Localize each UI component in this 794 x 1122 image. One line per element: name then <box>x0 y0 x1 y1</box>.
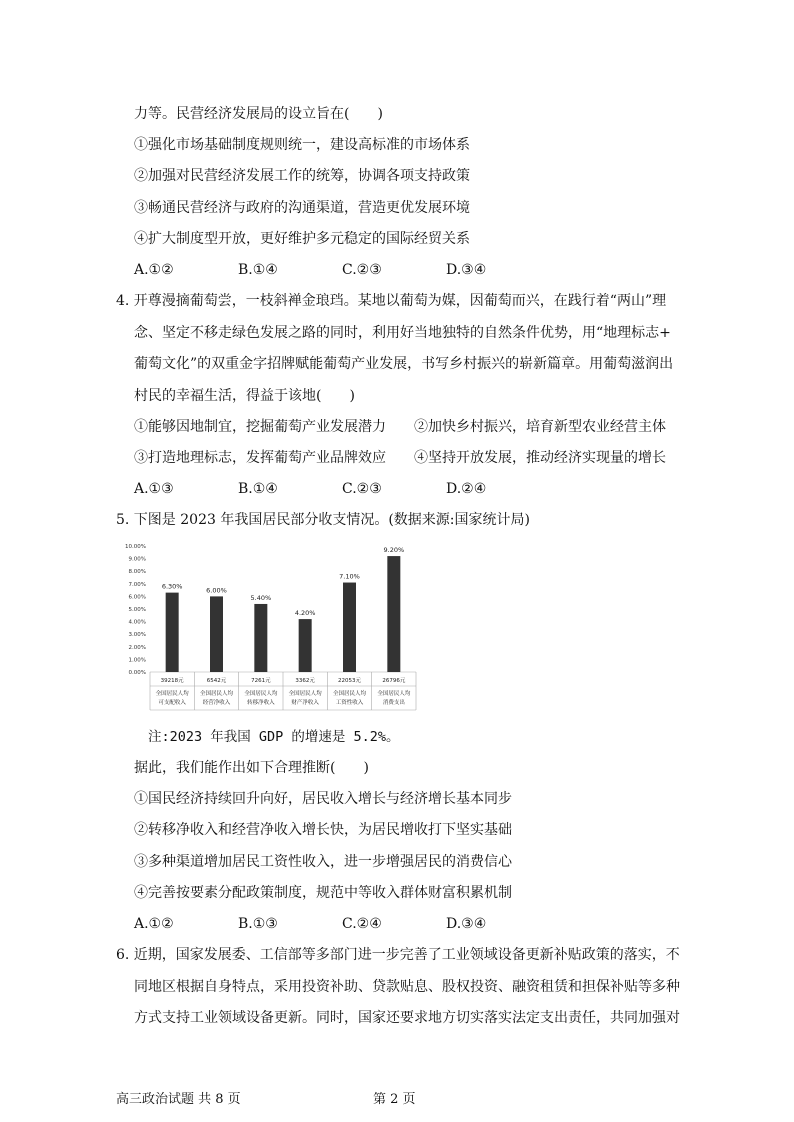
option-c: C.②④ <box>342 916 382 932</box>
amount-label: 6542元 <box>206 678 227 684</box>
y-tick-label: 9.00% <box>128 556 146 563</box>
category-label: 转移净收入 <box>247 700 275 706</box>
q4-line-3: 葡萄文化”的双重金字招牌赋能葡萄产业发展，书写乡村振兴的崭新篇章。用葡萄滋润出 <box>134 356 674 372</box>
option-a: A.①② <box>134 916 174 932</box>
q5-item-2: ②转移净收入和经营净收入增长快，为居民增收打下坚实基础 <box>134 822 512 838</box>
category-label: 可支配收入 <box>158 700 186 706</box>
category-label: 全国居民人均 <box>332 691 367 697</box>
option-d: D.③④ <box>446 916 487 932</box>
q5-item-3: ③多种渠道增加居民工资性收入，进一步增强居民的消费信心 <box>134 854 512 870</box>
q5-stem: 5. 下图是 2023 年我国居民部分收支情况。(数据来源:国家统计局) <box>116 512 530 528</box>
category-label: 经营净收入 <box>202 700 231 706</box>
q5-prompt: 据此，我们能作出如下合理推断( ) <box>134 760 369 776</box>
y-tick-label: 1.00% <box>128 657 146 664</box>
q4-item-4: ④坚持开放发展，推动经济实现量的增长 <box>414 450 666 466</box>
y-tick-label: 5.00% <box>128 607 146 613</box>
option-d: D.③④ <box>446 262 487 278</box>
category-label: 全国居民人均 <box>199 691 234 697</box>
q5-item-4: ④完善按要素分配政策制度，规范中等收入群体财富积累机制 <box>134 885 512 901</box>
q3-stem: 力等。民营经济发展局的设立旨在( ) <box>134 106 383 122</box>
category-label: 消费支出 <box>382 700 405 706</box>
y-tick-label: 4.00% <box>128 619 146 626</box>
bar <box>299 619 312 672</box>
category-label: 全国居民人均 <box>155 691 189 697</box>
y-tick-label: 8.00% <box>128 569 146 576</box>
bar-value-label: 6.00% <box>206 586 227 595</box>
q4-item-2: ②加快乡村振兴，培育新型农业经营主体 <box>414 419 666 435</box>
option-d: D.②④ <box>446 481 487 497</box>
category-label: 全国居民人均 <box>288 691 322 697</box>
bar-value-label: 4.20% <box>294 609 316 618</box>
income-growth-bar-chart <box>116 540 418 712</box>
q4-line-1: 4. 开尊漫摘葡萄尝，一枝斜褝金琅珰。某地以葡萄为媒，因葡萄而兴，在践行着“两山”理 <box>116 293 667 309</box>
amount-label: 3362元 <box>295 678 315 684</box>
y-tick-label: 10.00% <box>125 544 146 550</box>
option-c: C.②③ <box>342 481 382 497</box>
y-tick-label: 7.00% <box>128 581 146 588</box>
option-a: A.①③ <box>134 481 174 497</box>
q3-item-4: ④扩大制度型开放，更好维护多元稳定的国际经贸关系 <box>134 231 470 247</box>
option-b: B.①③ <box>238 916 278 932</box>
bar-value-label: 7.10% <box>339 572 360 581</box>
q4-item-1: ①能够因地制宜，挖掘葡萄产业发展潜力 <box>134 419 386 435</box>
y-tick-label: 0.00% <box>128 670 146 676</box>
q6-line-3: 方式支持工业领域设备更新。同时，国家还要求地方切实落实法定支出责任，共同加强对 <box>134 1010 680 1026</box>
category-label: 财产净收入 <box>291 700 319 706</box>
option-b: B.①④ <box>238 481 278 497</box>
bar-value-label: 5.40% <box>250 593 272 602</box>
category-label: 全国居民人均 <box>377 691 411 697</box>
q3-item-1: ①强化市场基础制度规则统一，建设高标准的市场体系 <box>134 137 470 153</box>
q6-line-2: 同地区根据自身特点，采用投资补助、贷款贴息、股权投资、融资租赁和担保补贴等多种 <box>134 979 680 995</box>
bar <box>254 604 267 672</box>
q3-item-3: ③畅通民营经济与政府的沟通渠道，营造更优发展环境 <box>134 200 470 216</box>
footer-total-pages: 高三政治试题 共 8 页 <box>116 1092 241 1107</box>
amount-label: 22053元 <box>338 678 361 684</box>
q4-item-3: ③打造地理标志，发挥葡萄产业品牌效应 <box>134 450 386 466</box>
q4-line-4: 村民的幸福生活，得益于该地( ) <box>134 388 355 404</box>
category-label: 工资性收入 <box>335 700 364 706</box>
y-tick-label: 3.00% <box>128 632 146 639</box>
bar <box>387 556 400 672</box>
q6-line-1: 6. 近期，国家发展委、工信部等多部门进一步完善了工业领域设备更新补贴政策的落实，不 <box>116 947 680 963</box>
footer-page-number: 第 2 页 <box>373 1092 416 1107</box>
q5-item-1: ①国民经济持续回升向好，居民收入增长与经济增长基本同步 <box>134 791 512 807</box>
amount-label: 39218元 <box>160 678 184 684</box>
bar <box>343 583 356 672</box>
amount-label: 7261元 <box>251 678 271 684</box>
category-label: 全国居民人均 <box>244 691 278 697</box>
bar-value-label: 9.20% <box>383 546 405 555</box>
bar <box>166 593 179 672</box>
option-a: A.①② <box>134 262 174 278</box>
q5-note: 注:2023 年我国 GDP 的增速是 5.2%。 <box>148 729 400 745</box>
bar-value-label: 6.30% <box>161 582 183 591</box>
option-c: C.②③ <box>342 262 382 278</box>
bar <box>210 596 223 672</box>
option-b: B.①④ <box>238 262 278 278</box>
q3-item-2: ②加强对民营经济发展工作的统筹，协调各项支持政策 <box>134 168 470 184</box>
y-tick-label: 2.00% <box>128 644 146 651</box>
y-tick-label: 6.00% <box>128 594 146 601</box>
amount-label: 26796元 <box>382 678 406 684</box>
q4-line-2: 念、坚定不移走绿色发展之路的同时，利用好当地独特的自然条件优势，用“地理标志+ <box>134 325 671 341</box>
